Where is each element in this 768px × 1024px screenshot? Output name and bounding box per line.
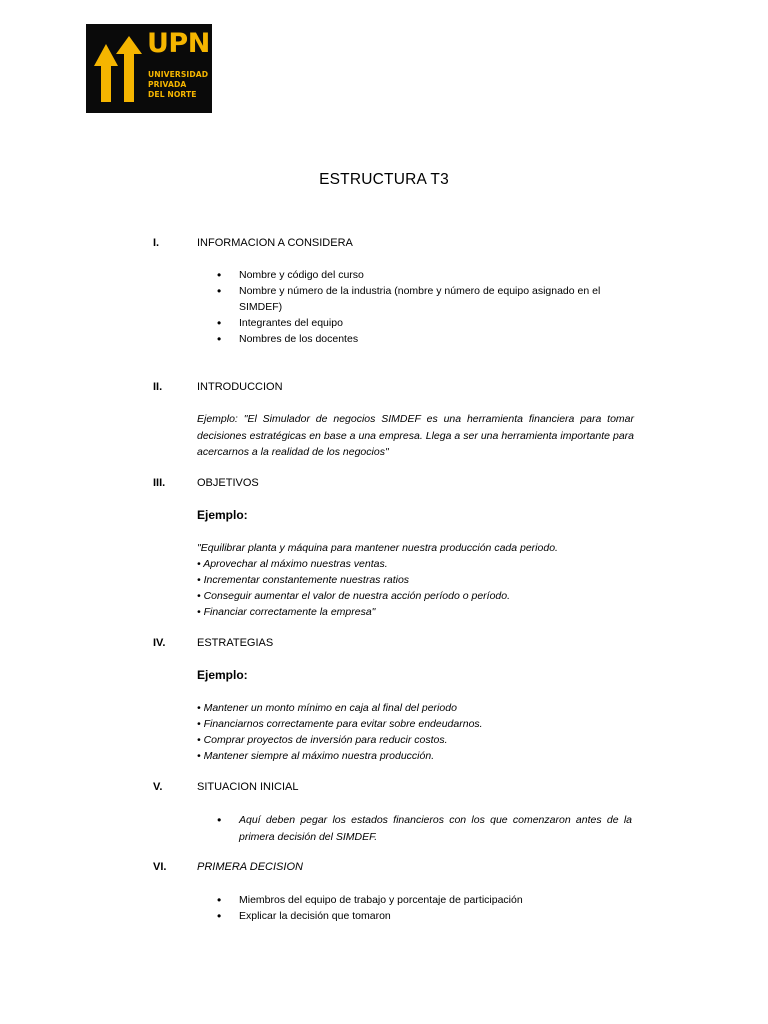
list-item: • Nombre y código del curso xyxy=(217,267,629,283)
list-item: • Comprar proyectos de inversión para reducir costos. xyxy=(197,734,448,746)
strategies-list xyxy=(197,700,637,764)
section-numeral: V. xyxy=(153,781,163,793)
list-item: • Financiar correctamente la empresa" xyxy=(197,606,376,618)
section-heading: INTRODUCCION xyxy=(197,381,283,393)
list-item: • Mantener siempre al máximo nuestra producción. xyxy=(197,750,435,762)
logo-subtitle xyxy=(148,70,208,100)
section-heading: PRIMERA DECISION xyxy=(197,861,303,873)
list-item: • Explicar la decisión que tomaron xyxy=(217,908,629,924)
logo-subtitle-line: PRIVADA xyxy=(148,80,187,89)
intro-paragraph xyxy=(197,411,634,461)
section-heading: OBJETIVOS xyxy=(197,477,259,489)
bullet-list xyxy=(217,267,629,347)
section-heading: ESTRATEGIAS xyxy=(197,637,274,649)
section-numeral: I. xyxy=(153,237,160,249)
list-item: "Equilibrar planta y máquina para mantener nuestra producción cada periodo. xyxy=(197,542,558,554)
objectives-list xyxy=(197,540,637,620)
intro-text: "El Simulador de negocios SIMDEF es una herramienta financiera para tomar decisiones estratégicas en base a una empresa. Llega a ser una herramienta importante para acercarnos a la realidad de los negocios" xyxy=(197,413,634,458)
list-item: • Miembros del equipo de trabajo y porcentaje de participación xyxy=(217,892,629,908)
example-subheading: Ejemplo: xyxy=(197,668,248,682)
logo-subtitle-line: UNIVERSIDAD xyxy=(148,70,209,79)
section-numeral: III. xyxy=(153,477,166,489)
list-item: • Incrementar constantemente nuestras ratios xyxy=(197,574,410,586)
list-item: • Conseguir aumentar el valor de nuestra acción período o período. xyxy=(197,590,511,602)
document-title: ESTRUCTURA T3 xyxy=(319,171,449,188)
arrow-logo-icon xyxy=(86,24,146,113)
logo-subtitle-line: DEL NORTE xyxy=(148,90,197,99)
list-item: • Aquí deben pegar los estados financieros con los que comenzaron antes de la primera decisión del SIMDEF. xyxy=(217,812,632,845)
list-item: • Financiarnos correctamente para evitar sobre endeudarnos. xyxy=(197,718,483,730)
list-item: • Integrantes del equipo xyxy=(217,315,629,331)
list-item: • Nombre y número de la industria (nombre y número de equipo asignado en el SIMDEF) xyxy=(217,283,629,315)
section-heading: SITUACION INICIAL xyxy=(197,781,299,793)
section-numeral: VI. xyxy=(153,861,167,873)
list-item: • Mantener un monto mínimo en caja al final del periodo xyxy=(197,702,457,714)
upn-logo xyxy=(86,24,212,113)
section-numeral: IV. xyxy=(153,637,166,649)
list-item: • Aprovechar al máximo nuestras ventas. xyxy=(197,558,388,570)
section-heading: INFORMACION A CONSIDERA xyxy=(197,237,353,249)
list-item: • Nombres de los docentes xyxy=(217,331,629,347)
logo-wordmark: UPN xyxy=(147,28,210,59)
example-subheading: Ejemplo: xyxy=(197,508,248,522)
bullet-list xyxy=(217,892,629,924)
section-numeral: II. xyxy=(153,381,163,393)
bullet-list xyxy=(217,812,632,845)
example-label: Ejemplo: xyxy=(197,413,238,425)
